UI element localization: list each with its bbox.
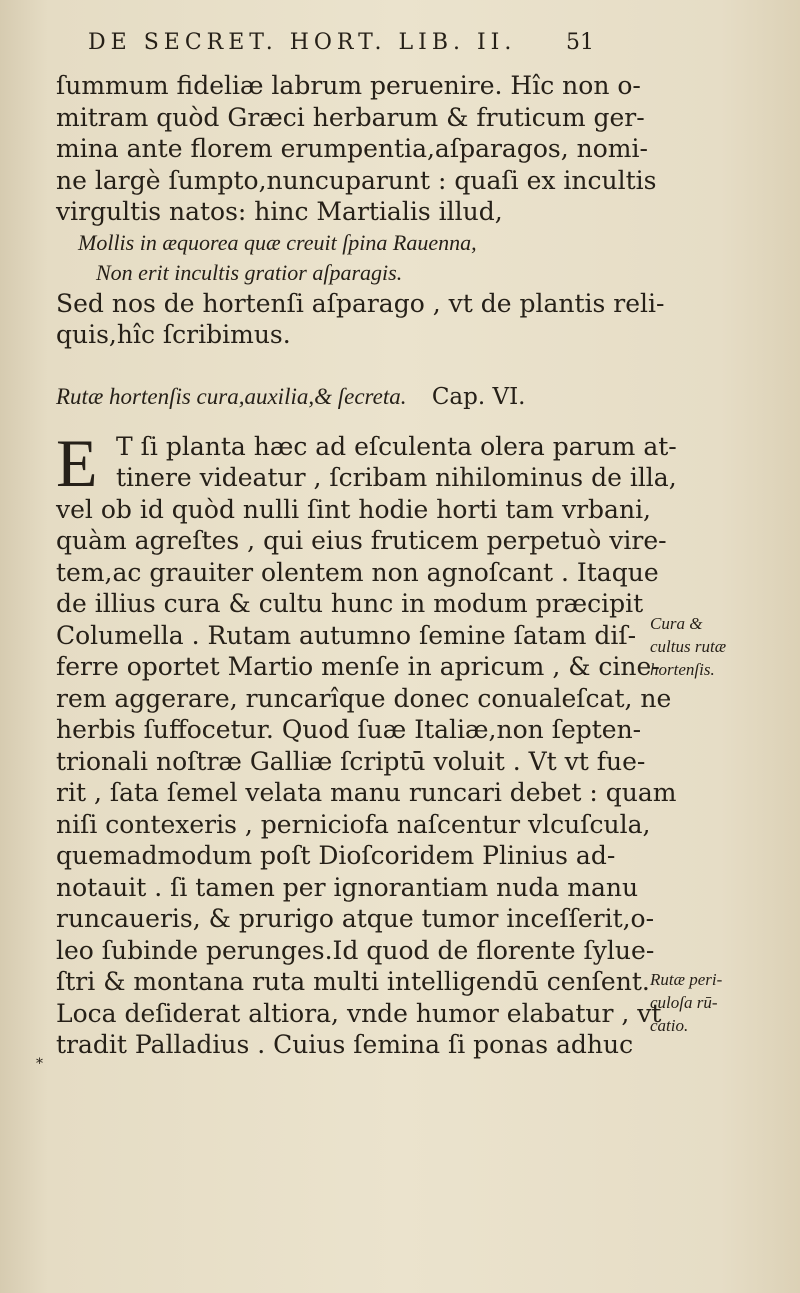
text-line: mitram quòd Græci herbarum & fruticum ger- (56, 102, 645, 132)
marginal-note-line: cultus rutæ (650, 637, 727, 656)
marginal-note-cura (650, 612, 780, 681)
text-line: vel ob id quòd nulli ſint hodie horti tam vrbani, (56, 494, 652, 524)
running-header (88, 30, 608, 55)
page-number: 51 (566, 30, 594, 55)
text-line (56, 462, 677, 494)
marginal-note-line: catio. (650, 1016, 689, 1035)
text-line: leo ſubinde perunges.Id quod de florente ſylue- (56, 935, 655, 965)
text-line: tem,ac grauiter olentem non agnoſcant . Itaque (56, 557, 659, 587)
text-line-content: tinere videatur , ſcribam nihilominus de illa, (116, 463, 677, 492)
text-line: mina ante florem erumpentia,aſparagos, nomi- (56, 134, 648, 163)
text-line: quàm agreſtes , qui eius fruticem perpetuò vire- (56, 526, 667, 555)
marginal-note-line: Rutæ peri- (650, 970, 723, 989)
text-line-content: T ſi planta hæc ad eſculenta olera parum at- (116, 431, 677, 461)
text-line: rit , ſata ſemel velata manu runcari debet : quam (56, 778, 677, 807)
verse-line: Mollis in æquorea quæ creuit ſpina Rauenna, (78, 229, 477, 255)
text-line: virgultis natos: hinc Martialis illud, (56, 197, 503, 226)
verse-line: Non erit incultis gratior aſparagis. (96, 259, 403, 285)
text-line: herbis ſuffocetur. Quod ſuæ Italiæ,non ſepten- (56, 715, 642, 744)
chapter-title: Rutæ hortenſis cura,auxilia,& ſecreta. (56, 383, 407, 409)
chapter-number: Cap. VI. (431, 383, 526, 410)
text-line: ferre oportet Martio menſe in apricum , & cine- (56, 652, 660, 681)
marginal-note-line: culoſa rū- (650, 993, 718, 1012)
text-line: Loca deſiderat altiora, vnde humor elabatur , vt (56, 998, 662, 1028)
text-line: Sed nos de hortenſi aſparago , vt de plantis reli- (56, 288, 665, 318)
text-line: de illius cura & cultu hunc in modum præcipit (56, 589, 644, 618)
marginal-note-line: Cura & (650, 614, 703, 633)
text-line: notauit . ſi tamen per ignorantiam nuda manu (56, 872, 639, 902)
running-title: DE SECRET. HORT. LIB. II. (88, 30, 517, 55)
text-line: ſummum fideliæ labrum peruenire. Hîc non o- (56, 71, 641, 100)
chapter-heading (56, 377, 616, 417)
text-line: ſtri & montana ruta multi intelligendū cenſent. (56, 967, 650, 996)
drop-capital: E (56, 424, 98, 501)
text-line: niſi contexeris , perniciofa naſcentur vlcuſcula, (56, 809, 651, 839)
marginal-note-runcatio (650, 968, 780, 1037)
text-line: runcaueris, & prurigo atque tumor inceſſerit,o- (56, 904, 655, 933)
marginal-note-line: hortenſis. (650, 660, 715, 679)
text-line: trionali noſtræ Galliæ ſcriptū voluit . Vt vt fue- (56, 746, 646, 776)
text-line: quis,hîc ſcribimus. (56, 320, 291, 349)
text-line: rem aggerare, runcarîque donec conualeſcat, ne (56, 683, 672, 713)
text-line: quemadmodum poſt Dioſcoridem Plinius ad- (56, 841, 616, 870)
text-line: tradit Palladius . Cuius ſemina ſi ponas adhuc (56, 1030, 634, 1059)
text-line: Columella . Rutam autumno ſemine ſatam diſ- (56, 620, 637, 650)
marginal-asterisk: * (36, 1056, 43, 1072)
text-line: ne largè ſumpto,nuncuparunt : quaſi ex incultis (56, 165, 657, 195)
